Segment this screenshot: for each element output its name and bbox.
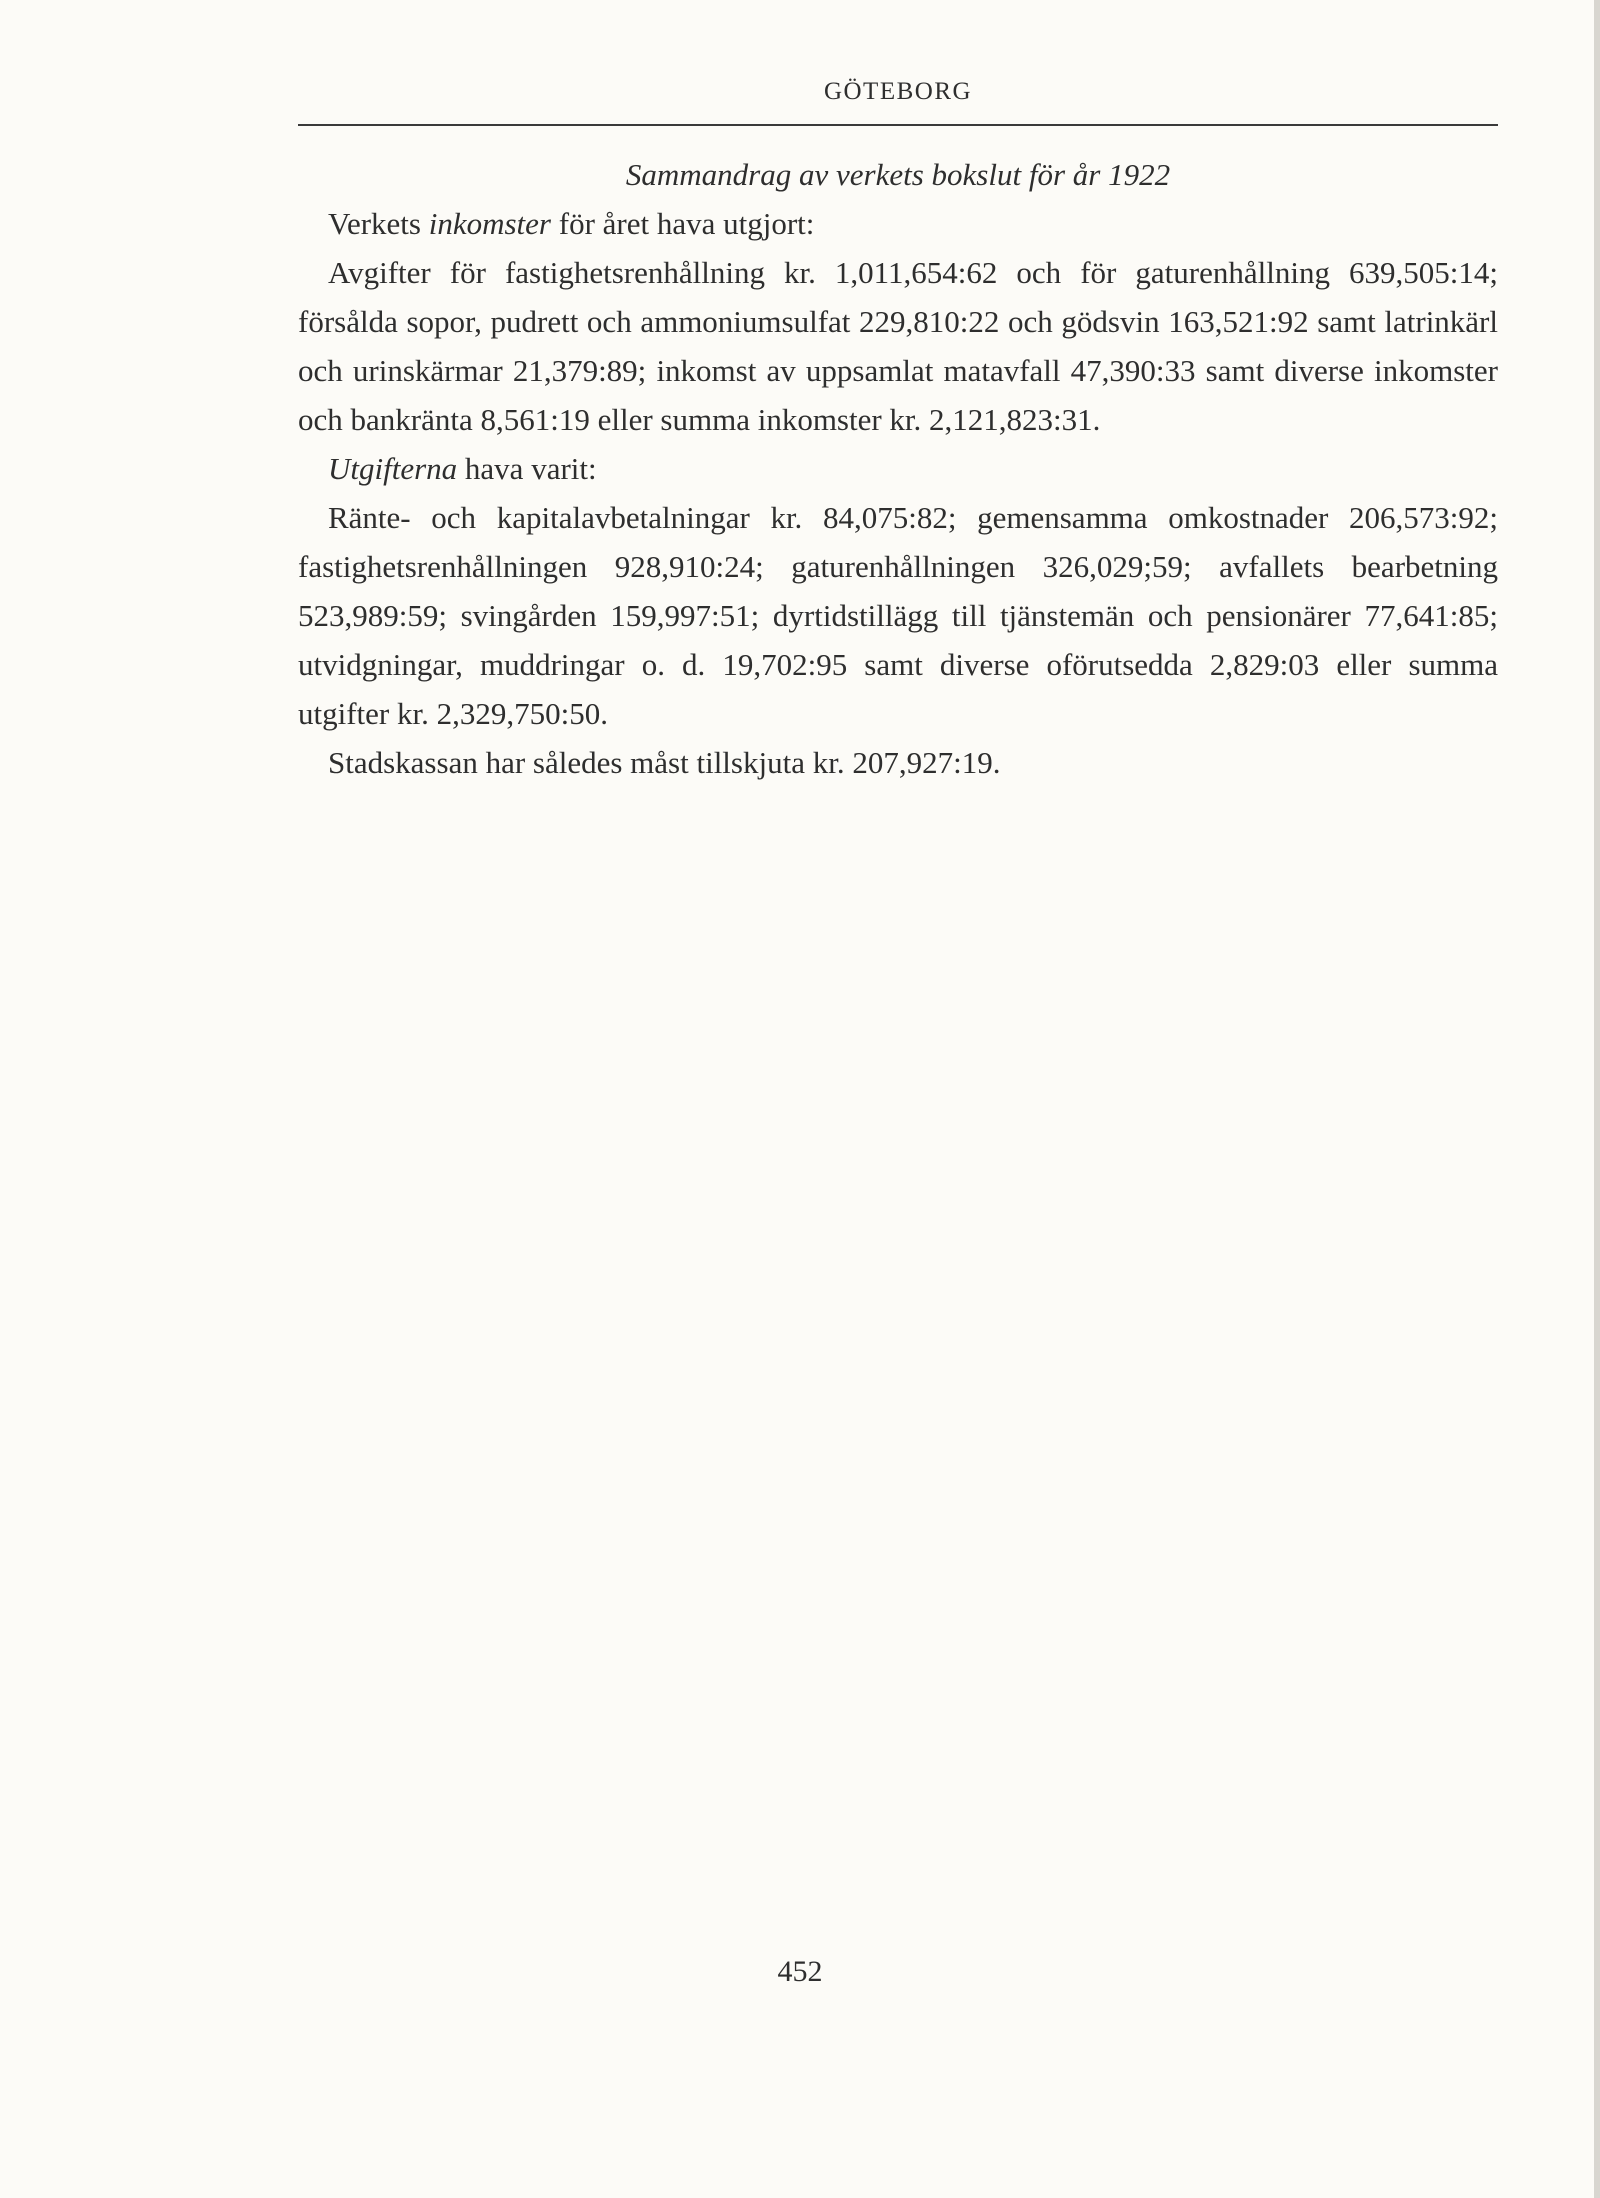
running-head: GÖTEBORG bbox=[823, 78, 973, 105]
expenses-intro-emphasis: Utgifterna bbox=[328, 451, 458, 486]
income-intro-text: Verkets bbox=[328, 206, 429, 241]
expenses-intro-rest: hava varit: bbox=[457, 451, 597, 486]
expenses-paragraph: Ränte- och kapitalavbetalningar kr. 84,075:82; gemensamma omkostnader 206,573:92; fastighetsrenhållningen 928,910:24; gaturenhållningen 326,029;59; avfallets bearbetning 523,989:59; svingården 159,997:51; dyrtidstillägg till tjänstemän och pensionärer 77,641:85; utvidgningar, muddringar o. d. 19,702:95 samt diverse oförutsedda 2,829:03 eller summa utgifter kr. 2,329,750:50. bbox=[298, 500, 1498, 731]
expenses-intro bbox=[298, 444, 1498, 493]
header-rule bbox=[298, 124, 1498, 126]
income-intro-emphasis: inkomster bbox=[428, 206, 551, 241]
page-edge bbox=[1594, 0, 1600, 2198]
income-intro-rest: för året hava utgjort: bbox=[551, 206, 815, 241]
conclusion-paragraph: Stadskassan har således måst tillskjuta kr. 207,927:19. bbox=[328, 745, 1001, 780]
income-paragraph: Avgifter för fastighetsrenhållning kr. 1,011,654:62 och för gaturenhållning 639,505:14; försålda sopor, pudrett och ammoniumsulfat 229,810:22 och gödsvin 163,521:92 samt latrinkärl och urinskärmar 21,379:89; inkomst av uppsamlat matavfall 47,390:33 samt diverse inkomster och bankränta 8,561:19 eller summa inkomster kr. 2,121,823:31. bbox=[298, 255, 1498, 437]
document-body bbox=[298, 150, 1498, 787]
income-intro bbox=[298, 199, 1498, 248]
section-title: Sammandrag av verkets bokslut för år 1922 bbox=[625, 157, 1171, 192]
page-number: 452 bbox=[777, 1955, 823, 1988]
